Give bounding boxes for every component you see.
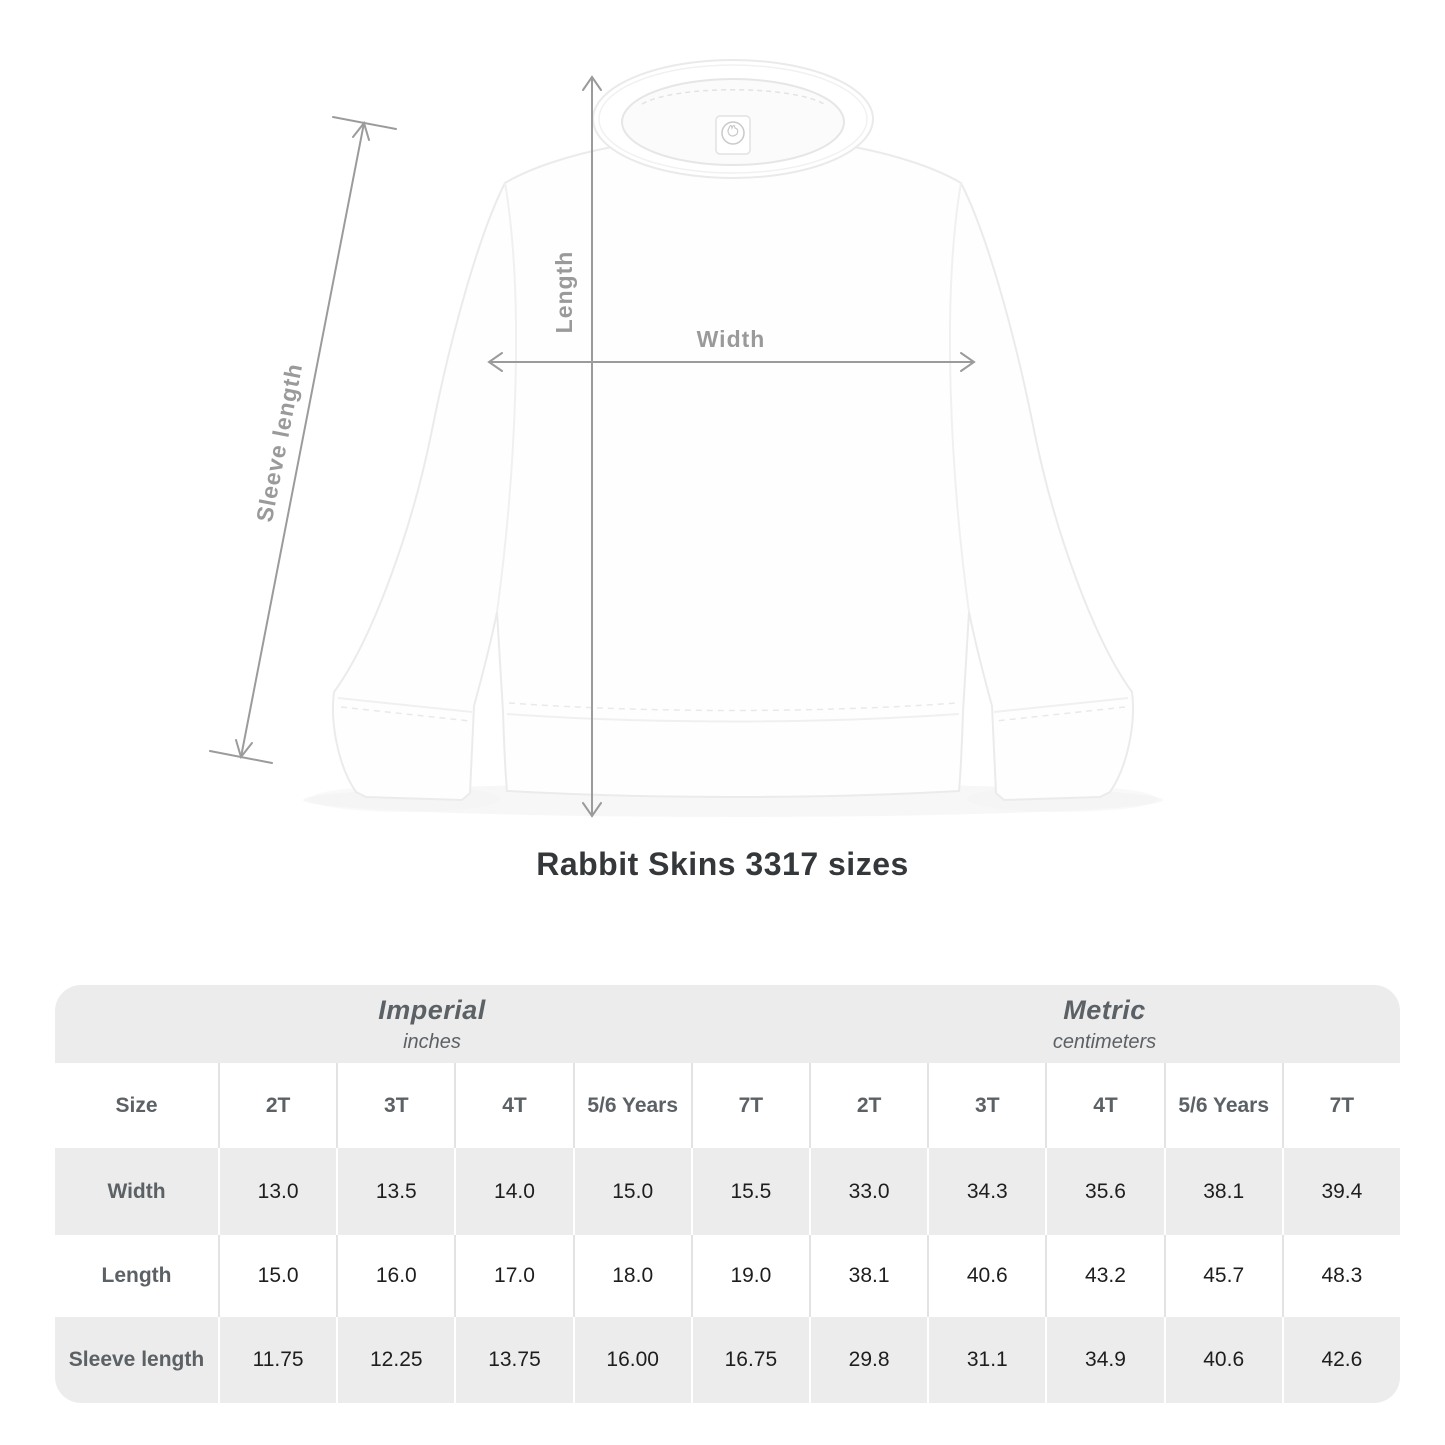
table-cell: 15.5 xyxy=(691,1148,809,1235)
table-cell: 42.6 xyxy=(1282,1317,1400,1403)
table-cell: 17.0 xyxy=(454,1235,572,1317)
table-cell: 19.0 xyxy=(691,1235,809,1317)
table-cell: 45.7 xyxy=(1164,1235,1282,1317)
page-title: Rabbit Skins 3317 sizes xyxy=(536,846,909,882)
imperial-unit-group xyxy=(55,985,809,1063)
size-column-header: Size xyxy=(115,1093,158,1117)
table-cell: 38.1 xyxy=(1164,1148,1282,1235)
table-row-length xyxy=(55,1235,1400,1317)
table-cell: 13.0 xyxy=(218,1148,336,1235)
table-cell: 40.6 xyxy=(1164,1317,1282,1403)
column-header: 4T xyxy=(1045,1063,1163,1148)
table-cell: 40.6 xyxy=(927,1235,1045,1317)
metric-unit-group xyxy=(809,985,1400,1063)
table-row-width xyxy=(55,1148,1400,1235)
table-cell: 11.75 xyxy=(218,1317,336,1403)
table-cell: 12.25 xyxy=(336,1317,454,1403)
table-cell: 35.6 xyxy=(1045,1148,1163,1235)
row-label: Sleeve length xyxy=(68,1348,205,1371)
collar-tag xyxy=(716,116,750,154)
table-cell: 13.75 xyxy=(454,1317,572,1403)
imperial-unit-name: Imperial xyxy=(378,994,486,1025)
column-header: 2T xyxy=(218,1063,336,1148)
table-cell: 15.0 xyxy=(218,1235,336,1317)
table-row-sleeve-length xyxy=(55,1317,1400,1403)
table-cell: 33.0 xyxy=(809,1148,927,1235)
column-header: 7T xyxy=(691,1063,809,1148)
column-header: 5/6 Years xyxy=(573,1063,691,1148)
length-dimension-label: Length xyxy=(551,250,577,334)
column-header: 3T xyxy=(927,1063,1045,1148)
table-cell: 34.3 xyxy=(927,1148,1045,1235)
table-cell: 16.75 xyxy=(691,1317,809,1403)
column-header: 4T xyxy=(454,1063,572,1148)
unit-header-band xyxy=(55,985,1400,1063)
size-table xyxy=(55,985,1400,1403)
column-header: 3T xyxy=(336,1063,454,1148)
table-cell: 39.4 xyxy=(1282,1148,1400,1235)
sweatshirt xyxy=(333,60,1133,800)
table-cell: 29.8 xyxy=(809,1317,927,1403)
table-header-row xyxy=(55,1063,1400,1148)
metric-unit-name: Metric xyxy=(1063,994,1146,1025)
table-cell: 38.1 xyxy=(809,1235,927,1317)
table-cell: 13.5 xyxy=(336,1148,454,1235)
table-cell: 31.1 xyxy=(927,1317,1045,1403)
column-header: 2T xyxy=(809,1063,927,1148)
table-cell: 34.9 xyxy=(1045,1317,1163,1403)
row-label: Length xyxy=(101,1264,172,1287)
metric-unit-subtitle: centimeters xyxy=(1052,1030,1157,1053)
row-label: Width xyxy=(107,1179,166,1203)
column-header: 7T xyxy=(1282,1063,1400,1148)
table-cell: 48.3 xyxy=(1282,1235,1400,1317)
sleeve-length-dimension-label: Sleeve length xyxy=(250,360,308,525)
table-cell: 16.00 xyxy=(573,1317,691,1403)
table-cell: 14.0 xyxy=(454,1148,572,1235)
table-cell: 15.0 xyxy=(573,1148,691,1235)
table-cell: 43.2 xyxy=(1045,1235,1163,1317)
imperial-unit-subtitle: inches xyxy=(403,1030,461,1053)
table-cell: 18.0 xyxy=(573,1235,691,1317)
table-cell: 16.0 xyxy=(336,1235,454,1317)
column-header: 5/6 Years xyxy=(1164,1063,1282,1148)
width-dimension-label: Width xyxy=(696,326,766,352)
